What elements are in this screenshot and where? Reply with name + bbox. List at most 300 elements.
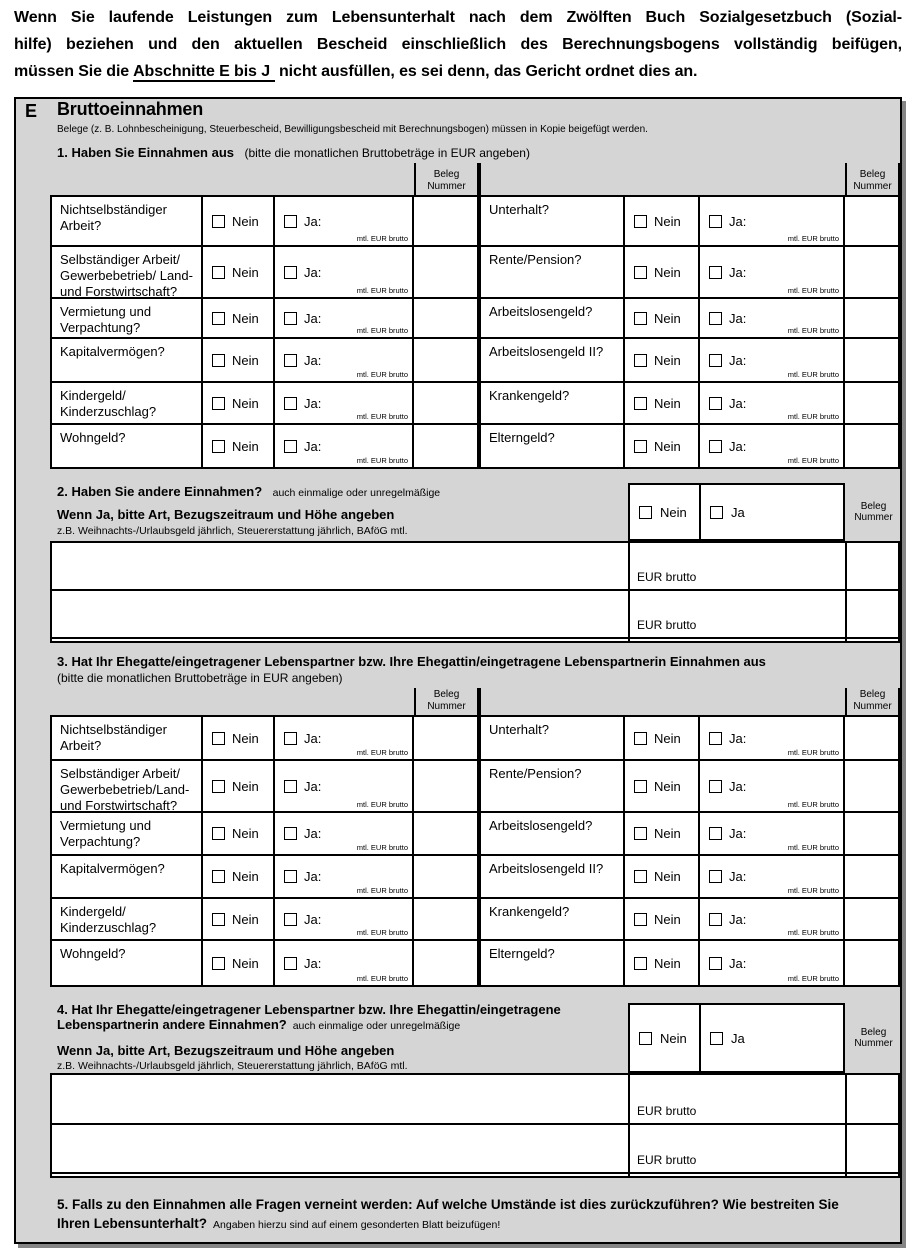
income-row-label: Elterngeld? — [481, 941, 625, 985]
q4-title-line-2-text: Lebenspartnerin andere Einnahmen? — [57, 1017, 287, 1032]
ja-checkbox[interactable] — [709, 827, 722, 840]
q3-header-divider — [477, 688, 481, 717]
ja-label: Ja: — [304, 310, 322, 326]
mtl-eur-brutto-label: mtl. EUR brutto — [356, 456, 408, 465]
beleg-number-cell[interactable] — [414, 941, 477, 985]
nein-label: Nein — [232, 826, 259, 841]
q4-heading — [57, 1002, 617, 1032]
beleg-number-cell[interactable] — [845, 299, 898, 337]
nein-label: Nein — [654, 778, 681, 794]
intro-line-1: Wenn Sie laufende Leistungen zum Lebensunterhalt nach dem Zwölften Buch Sozialgesetzbuch (Sozial- — [14, 9, 902, 26]
nein-label: Nein — [232, 955, 259, 971]
beleg-number-cell[interactable] — [414, 425, 477, 467]
beleg-number-cell[interactable] — [845, 761, 898, 811]
income-row-label: Elterngeld? — [481, 425, 625, 467]
ja-checkbox[interactable] — [284, 870, 297, 883]
nein-cell — [203, 383, 275, 423]
nein-cell — [625, 813, 700, 854]
mtl-eur-brutto-label: mtl. EUR brutto — [356, 974, 408, 983]
ja-amount-field[interactable] — [753, 347, 843, 372]
nein-checkbox[interactable] — [212, 780, 225, 793]
ja-amount-field[interactable] — [753, 950, 843, 976]
other-income-entry-row[interactable] — [52, 1075, 898, 1125]
nein-label: Nein — [654, 730, 681, 746]
beleg-number-cell[interactable] — [845, 383, 898, 423]
nein-label: Nein — [654, 438, 681, 454]
nein-cell — [203, 717, 275, 759]
table-row — [52, 717, 898, 761]
entry-box-beleg-divider — [845, 1075, 847, 1176]
nein-cell — [625, 383, 700, 423]
table-row — [52, 425, 898, 467]
ja-amount-field[interactable] — [328, 771, 412, 801]
ja-cell — [275, 339, 414, 381]
ja-label: Ja: — [304, 264, 322, 280]
income-row-label: Arbeitslosengeld II? — [481, 856, 625, 897]
mtl-eur-brutto-label: mtl. EUR brutto — [356, 412, 408, 421]
nummer-label: Nummer — [853, 700, 892, 712]
q5-heading — [57, 1195, 887, 1235]
q4-yes-no-box — [628, 1003, 845, 1073]
beleg-label: Beleg — [433, 689, 460, 700]
q4-entry-box — [50, 1073, 900, 1178]
ja-checkbox[interactable] — [284, 913, 297, 926]
mtl-eur-brutto-label: mtl. EUR brutto — [356, 800, 408, 809]
mtl-eur-brutto-label: mtl. EUR brutto — [356, 843, 408, 852]
ja-checkbox[interactable] — [709, 266, 722, 279]
ja-label: Ja: — [729, 730, 747, 746]
beleg-number-cell[interactable] — [845, 247, 898, 297]
ja-checkbox[interactable] — [710, 1032, 723, 1045]
q1-title: 1. Haben Sie Einnahmen aus — [57, 145, 234, 160]
q5-title-line-2 — [57, 1214, 887, 1235]
beleg-number-cell[interactable] — [414, 383, 477, 423]
q1-beleg-header-left — [414, 163, 477, 195]
nein-label: Nein — [654, 869, 681, 884]
ja-checkbox[interactable] — [709, 780, 722, 793]
mtl-eur-brutto-label: mtl. EUR brutto — [787, 886, 839, 895]
ja-amount-field[interactable] — [328, 257, 412, 287]
ja-label: Ja: — [729, 955, 747, 971]
nummer-label: Nummer — [853, 180, 892, 192]
ja-amount-field[interactable] — [328, 433, 412, 458]
intro-note — [14, 4, 902, 85]
q3-title: 3. Hat Ihr Ehegatte/eingetragener Lebenspartner bzw. Ihre Ehegattin/eingetragene Lebenspartnerin Einnahmen aus — [57, 654, 766, 669]
q2-examples: z.B. Weihnachts-/Urlaubsgeld jährlich, Steuererstattung jährlich, BAföG mtl. — [57, 525, 408, 537]
q2-title-hint: auch einmalige oder unregelmäßige — [272, 487, 441, 499]
mtl-eur-brutto-label: mtl. EUR brutto — [787, 748, 839, 757]
ja-checkbox[interactable] — [709, 913, 722, 926]
other-income-entry-row[interactable] — [52, 591, 898, 639]
income-row-label: Selbständiger Arbeit/ Gewerbebetrieb/Land- und Forstwirtschaft? — [52, 761, 203, 811]
nein-cell — [625, 761, 700, 811]
income-row-label: Kapitalvermögen? — [52, 856, 203, 897]
income-row-label: Krankengeld? — [481, 899, 625, 939]
q5-hint: Angaben hierzu sind auf einem gesonderten Blatt beizufügen! — [213, 1219, 501, 1231]
ja-checkbox[interactable] — [710, 506, 723, 519]
entry-box-divider — [628, 543, 630, 641]
ja-cell — [700, 717, 845, 759]
ja-cell — [275, 247, 414, 297]
mtl-eur-brutto-label: mtl. EUR brutto — [787, 234, 839, 243]
ja-checkbox[interactable] — [284, 312, 297, 325]
income-row-label: Arbeitslosengeld? — [481, 299, 625, 337]
beleg-number-cell[interactable] — [845, 899, 898, 939]
beleg-label: Beleg — [433, 169, 460, 180]
nein-checkbox[interactable] — [634, 870, 647, 883]
ja-label: Ja: — [304, 778, 322, 794]
nein-cell — [203, 761, 275, 811]
intro-line-3-prefix: müssen Sie die — [14, 63, 130, 80]
ja-checkbox[interactable] — [709, 440, 722, 453]
ja-label: Ja: — [729, 778, 747, 794]
beleg-number-cell[interactable] — [845, 856, 898, 897]
nein-checkbox[interactable] — [634, 354, 647, 367]
ja-cell — [275, 197, 414, 245]
nein-cell — [630, 1005, 701, 1071]
nein-label: Nein — [654, 310, 681, 326]
mtl-eur-brutto-label: mtl. EUR brutto — [787, 928, 839, 937]
q4-title-line-2 — [57, 1017, 617, 1032]
ja-label: Ja: — [729, 213, 747, 229]
mtl-eur-brutto-label: mtl. EUR brutto — [356, 326, 408, 335]
ja-amount-field[interactable] — [753, 771, 843, 801]
q2-title: 2. Haben Sie andere Einnahmen? — [57, 484, 263, 499]
beleg-number-cell[interactable] — [414, 813, 477, 854]
table-row — [52, 383, 898, 425]
income-row-label: Wohngeld? — [52, 425, 203, 467]
income-row-label: Kindergeld/ Kinderzuschlag? — [52, 899, 203, 939]
income-row-label: Nichtselbständiger Arbeit? — [52, 717, 203, 759]
nein-checkbox[interactable] — [634, 266, 647, 279]
ja-cell — [700, 247, 845, 297]
nein-cell — [625, 339, 700, 381]
q2-heading — [57, 483, 440, 501]
eur-brutto-label: EUR brutto — [637, 570, 697, 584]
ja-cell — [701, 1005, 843, 1071]
ja-amount-field[interactable] — [328, 207, 412, 236]
q2-subtitle: Wenn Ja, bitte Art, Bezugszeitraum und Höhe angeben — [57, 507, 395, 522]
intro-line-3 — [14, 58, 902, 85]
q1-beleg-header-right — [845, 163, 900, 195]
nein-checkbox[interactable] — [212, 732, 225, 745]
ja-label: Ja — [731, 504, 745, 520]
nein-checkbox[interactable] — [634, 732, 647, 745]
ja-cell — [700, 339, 845, 381]
income-row-label: Unterhalt? — [481, 197, 625, 245]
ja-cell — [700, 761, 845, 811]
nein-label: Nein — [654, 955, 681, 971]
ja-amount-field[interactable] — [753, 725, 843, 750]
ja-checkbox[interactable] — [709, 354, 722, 367]
section-title: Bruttoeinnahmen — [57, 99, 204, 119]
section-subtitle: Belege (z. B. Lohnbescheinigung, Steuerbescheid, Bewilligungsbescheid mit Berechnungsbogen) müssen in Kopie beigefügt werden. — [57, 124, 648, 135]
nein-checkbox[interactable] — [212, 440, 225, 453]
income-row-label: Kindergeld/ Kinderzuschlag? — [52, 383, 203, 423]
ja-label: Ja: — [304, 826, 322, 841]
nein-checkbox[interactable] — [212, 913, 225, 926]
nein-checkbox[interactable] — [634, 215, 647, 228]
table-row — [52, 339, 898, 383]
mtl-eur-brutto-label: mtl. EUR brutto — [787, 370, 839, 379]
mtl-eur-brutto-label: mtl. EUR brutto — [356, 748, 408, 757]
table-row — [52, 856, 898, 899]
income-row-label: Rente/Pension? — [481, 247, 625, 297]
ja-cell — [700, 813, 845, 854]
mtl-eur-brutto-label: mtl. EUR brutto — [787, 843, 839, 852]
income-row-label: Rente/Pension? — [481, 761, 625, 811]
nein-label: Nein — [654, 352, 681, 368]
ja-checkbox[interactable] — [709, 732, 722, 745]
q4-title-hint: auch einmalige oder unregelmäßige — [292, 1020, 461, 1032]
ja-cell — [275, 941, 414, 985]
nein-cell — [203, 941, 275, 985]
beleg-number-cell[interactable] — [845, 717, 898, 759]
ja-amount-field[interactable] — [328, 725, 412, 750]
ja-checkbox[interactable] — [709, 397, 722, 410]
income-row-label: Arbeitslosengeld? — [481, 813, 625, 854]
ja-cell — [275, 813, 414, 854]
mtl-eur-brutto-label: mtl. EUR brutto — [787, 286, 839, 295]
nein-label: Nein — [654, 395, 681, 411]
ja-checkbox[interactable] — [709, 312, 722, 325]
ja-checkbox[interactable] — [284, 215, 297, 228]
ja-cell — [275, 299, 414, 337]
nein-cell — [203, 299, 275, 337]
section-letter: E — [25, 101, 38, 121]
ja-label: Ja: — [304, 213, 322, 229]
nein-label: Nein — [654, 264, 681, 280]
ja-checkbox[interactable] — [284, 732, 297, 745]
nein-checkbox[interactable] — [634, 397, 647, 410]
nein-cell — [625, 856, 700, 897]
nein-checkbox[interactable] — [634, 913, 647, 926]
table-row — [52, 247, 898, 299]
beleg-number-cell[interactable] — [414, 299, 477, 337]
ja-checkbox[interactable] — [284, 827, 297, 840]
ja-checkbox[interactable] — [709, 957, 722, 970]
ja-label: Ja: — [304, 352, 322, 368]
beleg-label: Beleg — [860, 1026, 887, 1038]
q1-hint: (bitte die monatlichen Bruttobeträge in EUR angeben) — [244, 146, 530, 160]
nein-cell — [203, 856, 275, 897]
ja-label: Ja: — [729, 310, 747, 326]
nein-checkbox[interactable] — [212, 827, 225, 840]
q3-hint: (bitte die monatlichen Bruttobeträge in EUR angeben) — [57, 671, 343, 685]
beleg-number-cell[interactable] — [845, 339, 898, 381]
nein-cell — [625, 941, 700, 985]
ja-cell — [700, 856, 845, 897]
nein-checkbox[interactable] — [634, 440, 647, 453]
nein-label: Nein — [654, 826, 681, 841]
ja-label: Ja: — [304, 395, 322, 411]
nein-label: Nein — [232, 778, 259, 794]
ja-label: Ja: — [729, 352, 747, 368]
ja-checkbox[interactable] — [284, 957, 297, 970]
nein-checkbox[interactable] — [212, 354, 225, 367]
nummer-label: Nummer — [854, 512, 893, 523]
other-income-entry-row[interactable] — [52, 543, 898, 591]
nummer-label: Nummer — [854, 1038, 893, 1049]
q1-header-divider — [477, 163, 481, 197]
nein-checkbox[interactable] — [639, 1032, 652, 1045]
ja-checkbox[interactable] — [284, 780, 297, 793]
nein-label: Nein — [660, 1030, 687, 1046]
beleg-label: Beleg — [860, 500, 887, 512]
q1-income-table — [50, 195, 900, 469]
nein-cell — [630, 485, 701, 539]
beleg-number-cell[interactable] — [414, 856, 477, 897]
nein-checkbox[interactable] — [212, 397, 225, 410]
q2-beleg-header — [845, 483, 902, 541]
nein-label: Nein — [232, 730, 259, 746]
beleg-label: Beleg — [859, 689, 886, 700]
income-row-label: Vermietung und Verpachtung? — [52, 299, 203, 337]
ja-label: Ja: — [729, 826, 747, 841]
mtl-eur-brutto-label: mtl. EUR brutto — [787, 456, 839, 465]
ja-label: Ja — [731, 1030, 745, 1046]
q1-heading — [57, 144, 530, 162]
table-row — [52, 197, 898, 247]
nein-label: Nein — [232, 352, 259, 368]
ja-cell — [700, 383, 845, 423]
nein-cell — [203, 425, 275, 467]
nein-checkbox[interactable] — [639, 506, 652, 519]
beleg-number-cell[interactable] — [414, 899, 477, 939]
nein-label: Nein — [232, 438, 259, 454]
mtl-eur-brutto-label: mtl. EUR brutto — [787, 326, 839, 335]
mtl-eur-brutto-label: mtl. EUR brutto — [787, 800, 839, 809]
beleg-number-cell[interactable] — [414, 717, 477, 759]
nein-label: Nein — [654, 911, 681, 927]
mtl-eur-brutto-label: mtl. EUR brutto — [356, 928, 408, 937]
nein-cell — [203, 197, 275, 245]
income-row-label: Krankengeld? — [481, 383, 625, 423]
ja-label: Ja: — [729, 869, 747, 884]
q4-subtitle: Wenn Ja, bitte Art, Bezugszeitraum und Höhe angeben — [57, 1043, 395, 1058]
nein-checkbox[interactable] — [634, 312, 647, 325]
ja-amount-field[interactable] — [328, 950, 412, 976]
ja-label: Ja: — [304, 955, 322, 971]
income-row-label: Nichtselbständiger Arbeit? — [52, 197, 203, 245]
nein-checkbox[interactable] — [212, 215, 225, 228]
beleg-number-cell[interactable] — [845, 197, 898, 245]
ja-cell — [701, 485, 843, 539]
nein-label: Nein — [232, 395, 259, 411]
ja-checkbox[interactable] — [709, 870, 722, 883]
nein-checkbox[interactable] — [212, 266, 225, 279]
q5-title-line-1: 5. Falls zu den Einnahmen alle Fragen verneint werden: Auf welche Umstände ist dies zurückzuführen? Wie bestreiten Sie — [57, 1197, 839, 1212]
nein-checkbox[interactable] — [634, 827, 647, 840]
ja-cell — [700, 941, 845, 985]
mtl-eur-brutto-label: mtl. EUR brutto — [356, 234, 408, 243]
q3-beleg-header-right — [845, 688, 900, 715]
nein-label: Nein — [232, 213, 259, 229]
ja-cell — [700, 425, 845, 467]
nein-label: Nein — [660, 504, 687, 520]
nein-checkbox[interactable] — [212, 870, 225, 883]
intro-line-3-suffix: nicht ausfüllen, es sei denn, das Gericht ordnet dies an. — [279, 63, 698, 80]
ja-checkbox[interactable] — [284, 440, 297, 453]
beleg-number-cell[interactable] — [845, 941, 898, 985]
ja-amount-field[interactable] — [753, 433, 843, 458]
q4-title-line-1: 4. Hat Ihr Ehegatte/eingetragener Lebenspartner bzw. Ihre Ehegattin/eingetragene — [57, 1002, 561, 1017]
eur-brutto-label: EUR brutto — [637, 1104, 697, 1118]
ja-amount-field[interactable] — [753, 257, 843, 287]
intro-line-2: hilfe) beziehen und den aktuellen Bescheid einschließlich des Berechnungsbogens vollständig beifügen, — [14, 36, 902, 53]
nein-cell — [625, 247, 700, 297]
nein-cell — [203, 339, 275, 381]
nein-label: Nein — [654, 213, 681, 229]
eur-brutto-label: EUR brutto — [637, 618, 697, 632]
ja-checkbox[interactable] — [709, 215, 722, 228]
beleg-number-cell[interactable] — [845, 813, 898, 854]
mtl-eur-brutto-label: mtl. EUR brutto — [356, 886, 408, 895]
nein-label: Nein — [232, 310, 259, 326]
mtl-eur-brutto-label: mtl. EUR brutto — [356, 370, 408, 379]
other-income-entry-row[interactable] — [52, 1125, 898, 1174]
beleg-label: Beleg — [859, 169, 886, 180]
ja-cell — [275, 717, 414, 759]
ja-cell — [700, 299, 845, 337]
beleg-number-cell[interactable] — [845, 425, 898, 467]
ja-checkbox[interactable] — [284, 397, 297, 410]
nein-checkbox[interactable] — [212, 312, 225, 325]
beleg-number-cell[interactable] — [414, 339, 477, 381]
ja-label: Ja: — [304, 730, 322, 746]
income-row-label: Wohngeld? — [52, 941, 203, 985]
ja-cell — [275, 856, 414, 897]
table-row — [52, 299, 898, 339]
nein-cell — [625, 899, 700, 939]
beleg-number-cell[interactable] — [414, 197, 477, 245]
nein-cell — [203, 899, 275, 939]
nein-checkbox[interactable] — [212, 957, 225, 970]
ja-label: Ja: — [729, 264, 747, 280]
ja-amount-field[interactable] — [328, 347, 412, 372]
intro-sections-e-to-j-underline: Abschnitte E bis J — [133, 63, 275, 82]
beleg-number-cell[interactable] — [414, 761, 477, 811]
ja-cell — [700, 899, 845, 939]
nein-cell — [625, 299, 700, 337]
ja-amount-field[interactable] — [753, 207, 843, 236]
mtl-eur-brutto-label: mtl. EUR brutto — [787, 412, 839, 421]
ja-cell — [275, 383, 414, 423]
nein-cell — [203, 813, 275, 854]
ja-cell — [275, 899, 414, 939]
table-row — [52, 761, 898, 813]
ja-cell — [275, 761, 414, 811]
mtl-eur-brutto-label: mtl. EUR brutto — [787, 974, 839, 983]
income-row-label: Kapitalvermögen? — [52, 339, 203, 381]
entry-box-beleg-divider — [845, 543, 847, 641]
ja-checkbox[interactable] — [284, 354, 297, 367]
ja-label: Ja: — [304, 438, 322, 454]
nein-label: Nein — [232, 264, 259, 280]
beleg-number-cell[interactable] — [414, 247, 477, 297]
ja-checkbox[interactable] — [284, 266, 297, 279]
nein-cell — [625, 425, 700, 467]
nein-checkbox[interactable] — [634, 957, 647, 970]
q3-income-table — [50, 715, 900, 987]
nummer-label: Nummer — [427, 180, 466, 192]
ja-cell — [700, 197, 845, 245]
nummer-label: Nummer — [427, 700, 466, 712]
income-row-label: Arbeitslosengeld II? — [481, 339, 625, 381]
ja-label: Ja: — [729, 438, 747, 454]
table-row — [52, 899, 898, 941]
nein-checkbox[interactable] — [634, 780, 647, 793]
